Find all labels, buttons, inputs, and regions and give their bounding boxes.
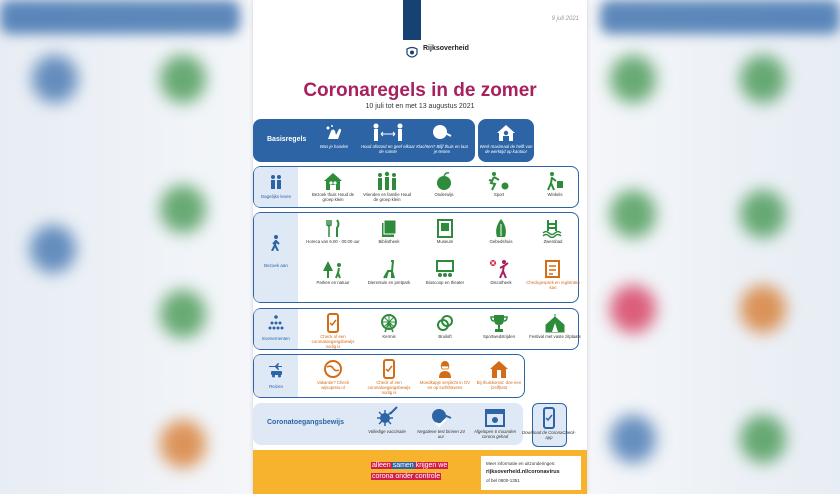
item-label: Negatieve test binnen 24 uur <box>417 429 465 439</box>
item-horeca <box>306 218 360 244</box>
slogan <box>371 460 463 482</box>
item-gebedshuis <box>474 218 528 244</box>
blurred-icon <box>610 55 656 103</box>
item-label: Vrienden en familie Houd de groep klein <box>362 192 412 202</box>
item-label: Gebedshuis <box>489 239 513 244</box>
calendar-icon <box>484 406 506 428</box>
sick-person-icon <box>431 123 453 143</box>
rule-label: Houd afstand en geef elkaar de ruimte <box>361 144 415 154</box>
item-label: Vakantie? Check wijsopreis.nl <box>316 380 350 390</box>
reizen-panel <box>253 354 525 398</box>
slogan-word: alleen <box>372 462 391 469</box>
disco-icon <box>489 259 513 279</box>
blurred-icon <box>160 55 206 103</box>
shopping-icon <box>545 171 565 191</box>
item-dierentuin <box>362 259 416 285</box>
info-phone: of bel 0800-1351 <box>486 478 520 483</box>
item-vrienden-familie <box>360 171 414 202</box>
item-check-toegangsbewijs-reizen <box>362 359 416 395</box>
item-thuiskomst <box>472 359 526 390</box>
info-line: Meer informatie en uitzonderingen: <box>486 461 556 466</box>
item-onderwijs <box>417 171 471 197</box>
item-label: Bruiloft <box>438 334 452 339</box>
item-checkgesprek <box>526 259 580 290</box>
slogan-word: krijgen we <box>415 462 448 469</box>
trophy-icon <box>489 313 509 333</box>
item-label: Zwembad <box>543 239 563 244</box>
item-label: Sportwedstrijden <box>482 334 515 339</box>
category-block <box>254 167 298 207</box>
poster <box>253 0 587 494</box>
slogan-word: samen <box>392 462 414 469</box>
info-box <box>481 456 581 490</box>
rule-stay-home <box>415 123 469 154</box>
blurred-icon <box>610 190 656 238</box>
walking-icon <box>268 235 284 251</box>
audience-icon <box>268 315 284 331</box>
category-label: Bezoek aan <box>264 263 288 268</box>
blurred-icon <box>160 290 206 338</box>
work-from-home-panel <box>478 119 534 162</box>
item-bioscoop <box>418 259 472 285</box>
item-label: Checkgesprek en registratie kan <box>526 280 580 290</box>
tent-icon <box>544 313 566 333</box>
item-label: Museum <box>436 239 454 244</box>
blurred-icon <box>610 285 656 333</box>
test-icon <box>430 406 452 428</box>
work-from-home-icon <box>495 123 517 143</box>
worship-icon <box>491 218 511 238</box>
phone-app-icon <box>539 407 559 429</box>
item-label: Parken en natuur <box>316 280 350 285</box>
item-label: Sport <box>493 192 505 197</box>
item-zwembad <box>526 218 580 244</box>
bezoek-aan-panel <box>253 212 579 303</box>
globe-icon <box>323 359 343 379</box>
item-coronacheck-app <box>522 407 576 440</box>
blurred-icon <box>740 190 786 238</box>
books-icon <box>379 218 399 238</box>
basisregels-title: Basisregels <box>267 136 307 143</box>
category-block <box>254 309 298 349</box>
blurred-icon <box>32 55 78 103</box>
house-icon <box>322 171 344 191</box>
cinema-icon <box>435 259 455 279</box>
brand-name: Rijksoverheid <box>423 45 469 52</box>
evenementen-panel <box>253 308 579 350</box>
blurred-icon <box>160 420 206 468</box>
category-block <box>254 355 298 397</box>
blurred-icon <box>160 185 206 233</box>
people-icon <box>268 174 284 190</box>
item-label: Winkels <box>547 192 563 197</box>
ferris-wheel-icon <box>379 313 399 333</box>
dagelijks-leven-panel <box>253 166 579 208</box>
virus-icon <box>375 406 399 428</box>
blurred-icon <box>740 55 786 103</box>
blurred-icon <box>740 415 786 463</box>
item-label: Kermis <box>382 334 396 339</box>
item-discotheek <box>474 259 528 285</box>
item-label: Volledige vaccinatie <box>368 429 406 434</box>
item-label: Bibliotheek <box>378 239 400 244</box>
item-bibliotheek <box>362 218 416 244</box>
logo-ribbon <box>403 0 421 40</box>
apple-icon <box>434 171 454 191</box>
hand-wash-icon <box>324 123 344 143</box>
rings-icon <box>435 313 455 333</box>
category-label: Dagelijks leven <box>260 194 292 199</box>
item-vakantie <box>306 359 360 390</box>
park-icon <box>321 259 345 279</box>
item-label: Horeca van 6.00 - 00.00 uur <box>306 239 360 244</box>
item-winkels <box>528 171 582 197</box>
item-museum <box>418 218 472 244</box>
item-sport <box>472 171 526 197</box>
giraffe-icon <box>379 259 399 279</box>
item-corona-gehad <box>468 406 522 439</box>
poster-date: 9 juli 2021 <box>551 16 579 22</box>
pool-icon <box>542 218 564 238</box>
category-label: Reizen <box>268 384 283 389</box>
phone-check-icon <box>323 313 343 333</box>
item-label: Onderwijs <box>434 192 454 197</box>
item-label: Download de CoronaCheck-app <box>522 430 576 440</box>
rule-label: Werk maximaal de helft van de werktijd op kantoor <box>479 144 533 154</box>
item-festival <box>528 313 582 339</box>
slogan-word: corona onder controle <box>372 473 441 480</box>
rule-label: Was je handen <box>319 144 349 149</box>
home-quarantine-icon <box>488 359 510 379</box>
rule-work-home <box>479 123 533 154</box>
page-subtitle: 10 juli tot en met 13 augustus 2021 <box>365 103 475 110</box>
item-label: Festival met vaste zitplaats <box>529 334 581 339</box>
page-title: Coronaregels in de zomer <box>303 80 537 101</box>
blurred-icon <box>30 225 76 273</box>
item-label: Bij thuiskomst: doe een (zelf)test <box>476 380 522 390</box>
item-check-toegangsbewijs <box>306 313 360 349</box>
info-url[interactable]: rijksoverheid.nl/coronavirus <box>486 469 560 475</box>
item-sportwedstrijden <box>472 313 526 339</box>
rule-label: Klachten? Blijf thuis en laat je testen <box>416 144 468 154</box>
face-mask-icon <box>435 359 455 379</box>
item-label: Discotheek <box>490 280 512 285</box>
rule-distance <box>361 123 415 154</box>
rule-wash-hands <box>307 123 361 149</box>
blurred-icon <box>740 285 786 333</box>
item-bruiloft <box>418 313 472 339</box>
item-bezoek-thuis <box>306 171 360 202</box>
cutlery-icon <box>323 218 343 238</box>
museum-icon <box>435 218 455 238</box>
footer-banner <box>253 450 587 494</box>
item-label: Check of een coronatoegangsbewijs nodig is <box>311 334 355 349</box>
coronatoegangsbewijs-panel <box>253 403 523 445</box>
item-parken <box>306 259 360 285</box>
item-label: Mondkapje verplicht in OV en op luchthavens <box>419 380 471 390</box>
item-label: Check of een coronatoegangsbewijs nodig is <box>367 380 411 395</box>
item-label: Bioscoop en theater <box>425 280 465 285</box>
item-mondkapje <box>418 359 472 390</box>
coronatoegangsbewijs-title: Coronatoegangsbewijs <box>267 419 345 426</box>
phone-check-icon <box>379 359 399 379</box>
coronacheck-app-panel <box>522 403 576 447</box>
category-block <box>254 213 298 302</box>
checklist-icon <box>543 259 563 279</box>
item-kermis <box>362 313 416 339</box>
sport-icon <box>487 171 511 191</box>
blurred-band <box>0 0 240 34</box>
category-label: Evenementen <box>262 336 290 341</box>
item-label: Bezoek thuis Houd de groep klein <box>311 192 355 202</box>
coat-of-arms-icon <box>405 46 419 60</box>
plane-car-icon <box>268 362 284 378</box>
item-label: Afgelopen 6 maanden corona gehad <box>473 429 517 439</box>
item-label: Dierentuin en pretpark <box>367 280 411 285</box>
group-icon <box>375 171 399 191</box>
item-vaccinatie <box>360 406 414 434</box>
item-negatieve-test <box>414 406 468 439</box>
distance-icon <box>371 123 405 143</box>
blurred-icon <box>610 415 656 463</box>
blurred-band <box>600 0 840 34</box>
basisregels-panel <box>253 119 475 162</box>
